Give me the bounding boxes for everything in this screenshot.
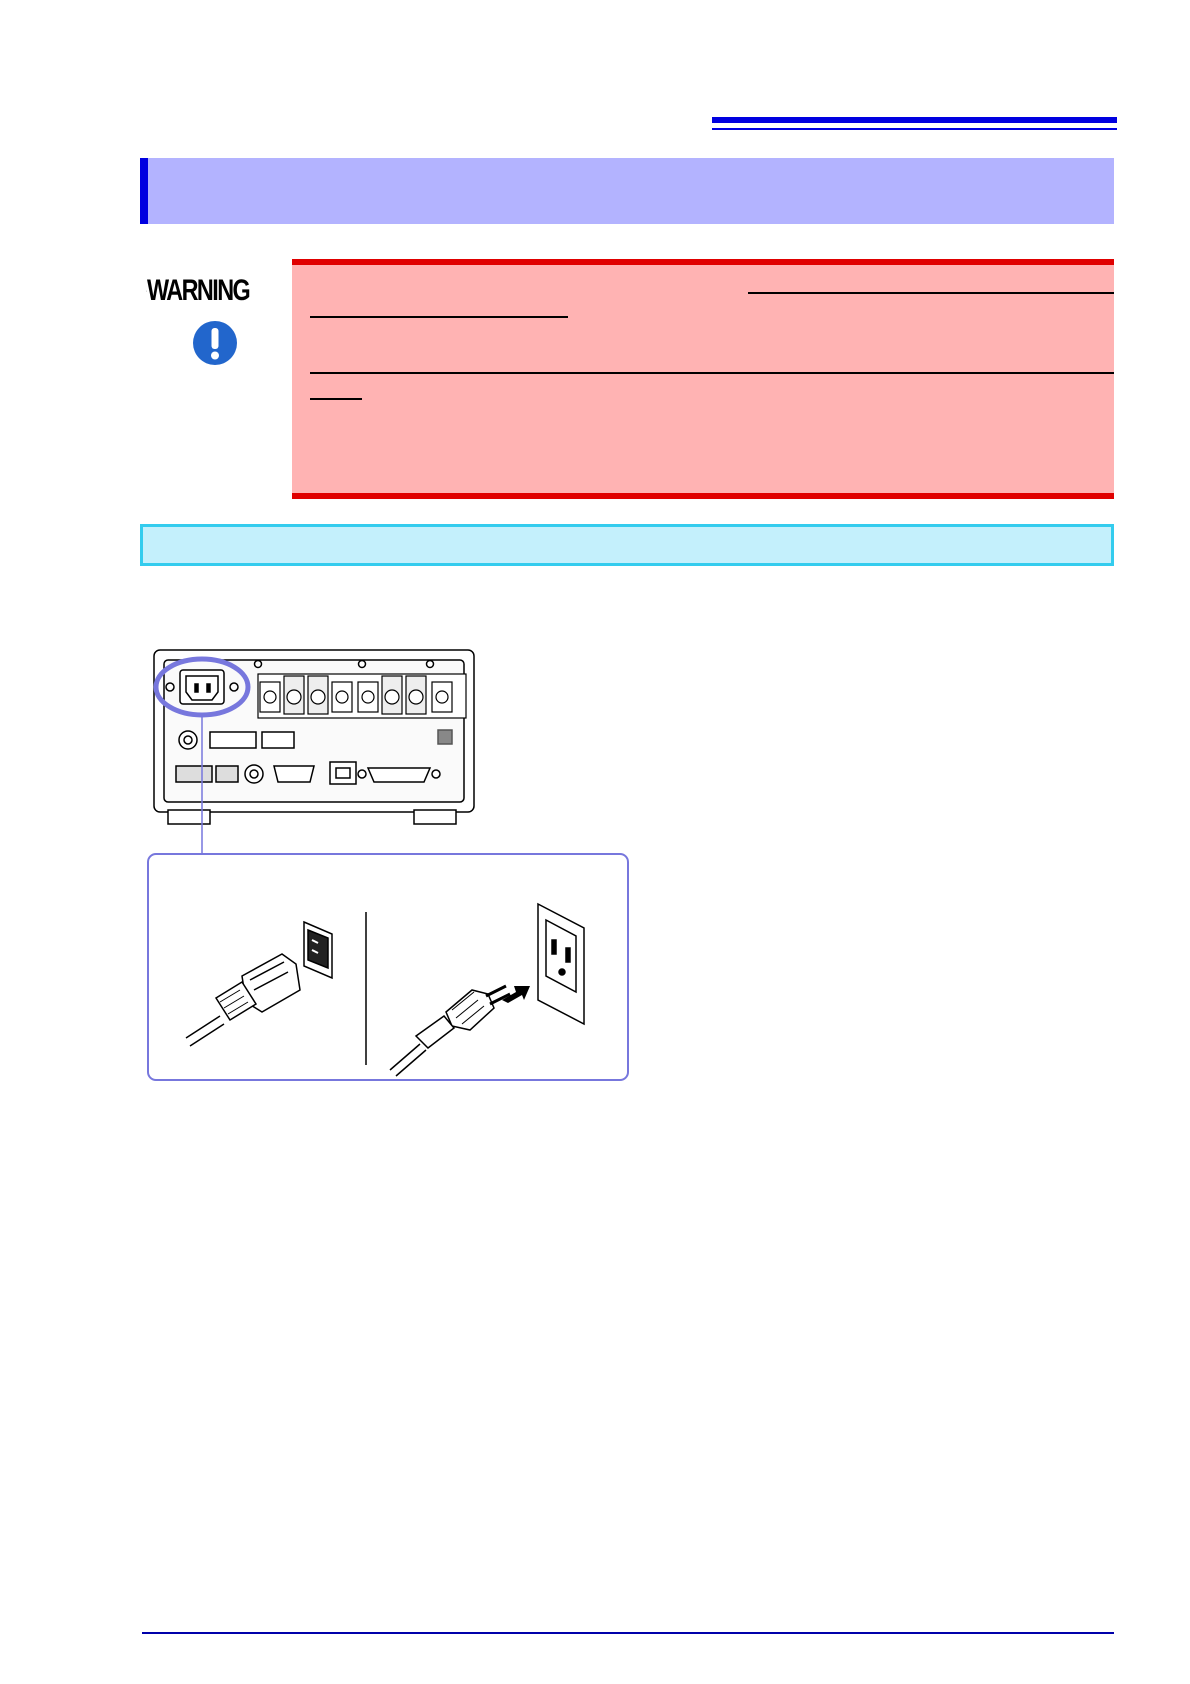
- warning-underline-2: [310, 316, 568, 318]
- header-rule-thick: [712, 117, 1117, 123]
- power-cord-figure: [146, 640, 632, 1085]
- warning-underline-4: [310, 398, 362, 400]
- warning-underline-1: [748, 292, 1114, 294]
- warning-underline-3: [310, 372, 1114, 374]
- warning-box: [292, 259, 1114, 499]
- footer-rule: [142, 1632, 1114, 1634]
- subsection-heading-bar: [140, 524, 1114, 566]
- warning-label-text: WARNING: [147, 274, 250, 307]
- header-rule-thin: [712, 128, 1117, 130]
- warning-label: [146, 270, 278, 312]
- mandatory-action-icon: [192, 320, 238, 366]
- section-heading-accent: [140, 158, 148, 224]
- section-heading-bar: [140, 158, 1114, 224]
